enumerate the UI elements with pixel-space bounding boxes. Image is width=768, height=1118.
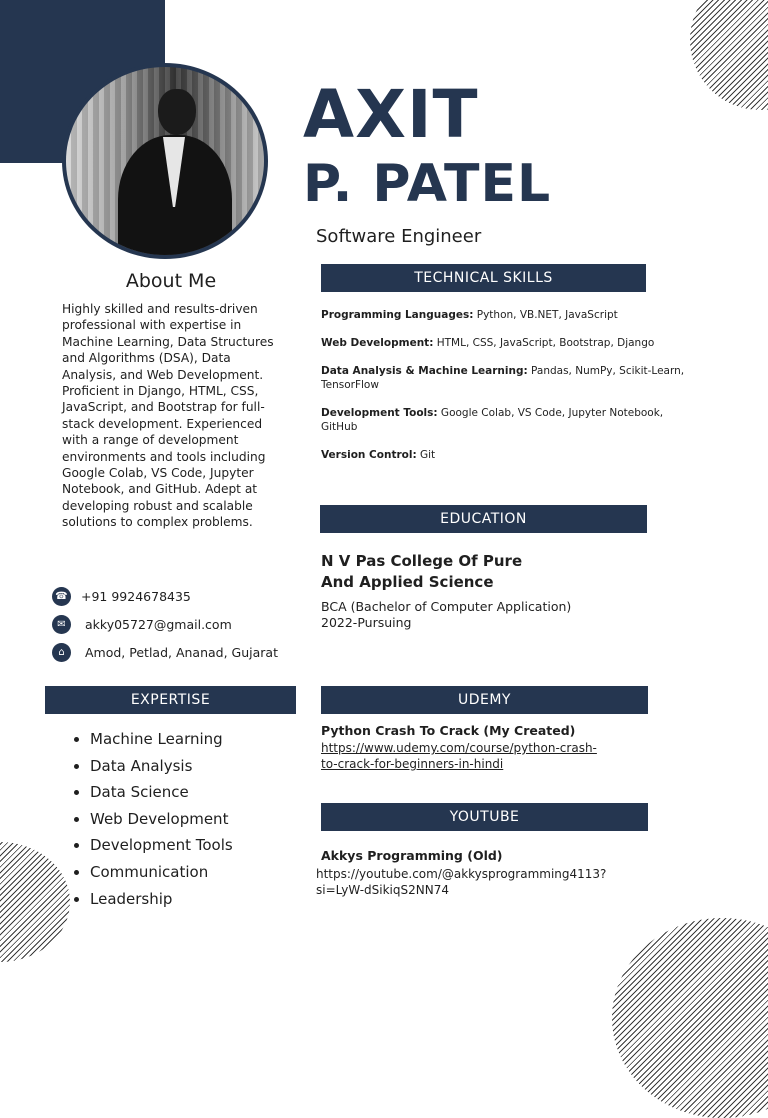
- profile-photo-image: [66, 67, 264, 255]
- udemy-course-title: Python Crash To Crack (My Created): [321, 723, 576, 738]
- skill-value: Pandas, NumPy, Scikit-Learn, TensorFlow: [321, 365, 685, 391]
- skill-row: [321, 406, 691, 434]
- youtube-channel-title: Akkys Programming (Old): [321, 848, 503, 863]
- list-item: • Web Development: [90, 806, 233, 833]
- hatched-circle-decoration: [690, 0, 768, 110]
- skill-value: Google Colab, VS Code, Jupyter Notebook, GitHub: [321, 407, 664, 433]
- college-name-line: N V Pas College Of Pure: [321, 552, 523, 570]
- first-name: AXIT: [303, 76, 479, 153]
- hatched-circle-decoration: [612, 918, 768, 1118]
- list-item: • Leadership: [90, 886, 233, 913]
- degree: BCA (Bachelor of Computer Application): [321, 599, 572, 614]
- expertise-heading: EXPERTISE: [45, 686, 296, 714]
- skill-value: Git: [416, 449, 436, 461]
- youtube-link-line[interactable]: https://youtube.com/@akkysprogramming4113?: [316, 867, 607, 881]
- list-item: • Data Analysis: [90, 753, 233, 780]
- contact-email: [52, 614, 232, 634]
- email-icon: ✉: [52, 615, 71, 634]
- skill-row: [321, 364, 691, 392]
- skill-label: Data Analysis & Machine Learning:: [321, 365, 528, 377]
- skill-label: Web Development:: [321, 337, 434, 349]
- photo-figure-head: [158, 89, 196, 135]
- skill-label: Development Tools:: [321, 407, 438, 419]
- contact-phone: [52, 586, 191, 606]
- list-item: • Communication: [90, 859, 233, 886]
- youtube-channel-link[interactable]: [316, 866, 606, 898]
- address-text: Amod, Petlad, Ananad, Gujarat: [85, 644, 278, 660]
- udemy-heading: UDEMY: [321, 686, 648, 714]
- home-icon: ⌂: [52, 643, 71, 662]
- udemy-link-line[interactable]: https://www.udemy.com/course/python-crash-: [321, 741, 597, 755]
- technical-skills-heading: TECHNICAL SKILLS: [321, 264, 646, 292]
- youtube-heading: YOUTUBE: [321, 803, 648, 831]
- skill-label: Programming Languages:: [321, 309, 474, 321]
- youtube-link-line[interactable]: si=LyW-dSikiqS2NN74: [316, 883, 449, 897]
- expertise-list: [70, 726, 233, 912]
- skill-label: Version Control:: [321, 449, 417, 461]
- skill-row: [321, 448, 691, 462]
- education-heading: EDUCATION: [320, 505, 647, 533]
- hatched-circle-decoration: [0, 842, 70, 962]
- job-title: Software Engineer: [316, 226, 482, 247]
- last-name: P. PATEL: [303, 154, 552, 214]
- skill-row: [321, 308, 691, 322]
- email-address[interactable]: akky05727@gmail.com: [85, 616, 232, 632]
- college-name: [321, 551, 581, 593]
- college-name-line: And Applied Science: [321, 573, 494, 591]
- phone-number[interactable]: +91 9924678435: [81, 588, 191, 604]
- skill-value: Python, VB.NET, JavaScript: [473, 309, 618, 321]
- udemy-link-line[interactable]: to-crack-for-beginners-in-hindi: [321, 757, 504, 771]
- contact-address: [52, 642, 278, 662]
- list-item: • Machine Learning: [90, 726, 233, 753]
- technical-skills-list: [321, 308, 691, 476]
- skill-row: [321, 336, 691, 350]
- about-me-text: Highly skilled and results-driven professional with expertise in Machine Learning, Data Structures and Algorithms (DSA), Data Analysis, and Web Development. Proficient in Django, HTML, CSS, JavaScript, and Bootstrap for full-stack development. Experienced with a range of development environments and tools including Google Colab, VS Code, Jupyter Notebook, and GitHub. Adept at developing robust and scalable solutions to complex problems.: [62, 302, 274, 530]
- skill-value: HTML, CSS, JavaScript, Bootstrap, Django: [433, 337, 655, 349]
- list-item: • Data Science: [90, 779, 233, 806]
- profile-photo: [62, 63, 268, 259]
- udemy-course-link[interactable]: [321, 740, 597, 772]
- about-me-heading: About Me: [125, 270, 217, 292]
- phone-icon: ☎: [52, 587, 71, 606]
- list-item: • Development Tools: [90, 832, 233, 859]
- education-period: 2022-Pursuing: [321, 615, 412, 630]
